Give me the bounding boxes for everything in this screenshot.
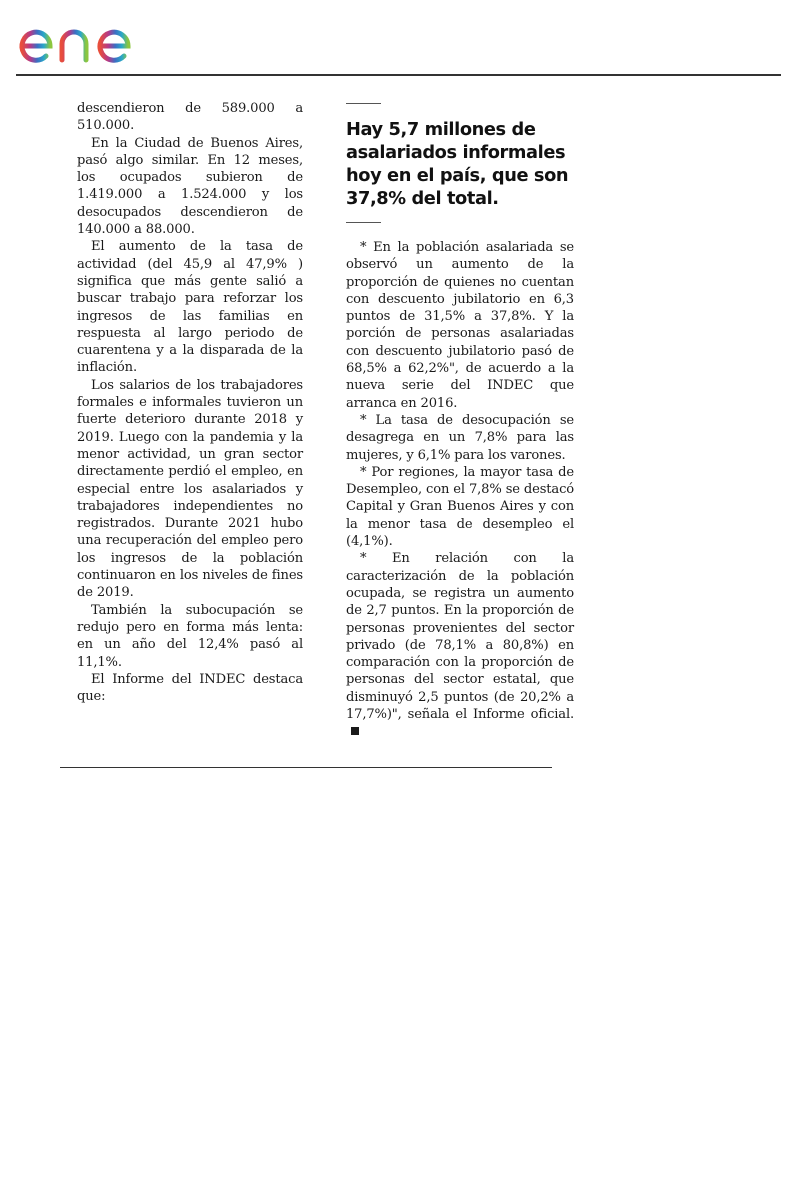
right-column [346,103,574,741]
body-paragraph: descendieron de 589.000 a 510.000. [77,101,303,134]
body-paragraph: En la Ciudad de Buenos Aires, pasó algo similar. En 12 meses, los ocupados subieron de 1.419.000 a 1.524.000 y los desocupados descendieron de 140.000 a 88.000. [77,135,303,238]
headline-top-rule [346,103,381,104]
header-divider [16,74,781,76]
footer-divider [60,767,552,768]
bullet-paragraph: * En la población asalariada se observó un aumento de la proporción de quienes no cuentan con descuento jubilatorio en 6,3 puntos de 31,5% a 37,8%. Y la porción de personas asalariadas con descuento jubilatorio pasó de 68,5% a 62,2%", de acuerdo a la nueva serie del INDEC que arranca en 2016. [346,240,574,411]
pull-quote-headline: Hay 5,7 millones de asalariados informales hoy en el país, que son 37,8% del total. [346,119,569,209]
body-paragraph: También la subocupación se redujo pero en forma más lenta: en un año del 12,4% pasó al 11,1%. [77,602,303,670]
body-paragraph: Los salarios de los trabajadores formales e informales tuvieron un fuerte deterioro durante 2018 y 2019. Luego con la pandemia y la menor actividad, un gran sector directamente perdió el empleo, en especial entre los asalariados y trabajadores independientes no registrados. Durante 2021 hubo una recuperación del empleo pero los ingresos de la población continuaron en los niveles de fines de 2019. [77,377,303,601]
bullet-paragraph [346,550,574,740]
page-header [0,0,800,76]
bullet-paragraph: * Por regiones, la mayor tasa de Desempleo, con el 7,8% se destacó Capital y Gran Buenos Aires y con la menor tasa de desempleo el (4,1%). [346,464,574,550]
bullet-paragraph: * La tasa de desocupación se desagrega en un 7,8% para las mujeres, y 6,1% para los varones. [346,412,574,463]
enel-logo [16,8,172,68]
headline-bottom-rule [346,222,381,223]
body-paragraph: El Informe del INDEC destaca que: [77,671,303,705]
body-paragraph: El aumento de la tasa de actividad (del 45,9 al 47,9% ) significa que más gente salió a buscar trabajo para reforzar los ingresos de las familias en respuesta al largo periodo de cuarentena y a la disparada de la inflación. [77,239,303,376]
bullet-paragraph-text: * En relación con la caracterización de la población ocupada, se registra un aumento de 2,7 puntos. En la proporción de personas provenientes del sector privado (de 78,1% a 80,8%) en comparación con la proporción de personas del sector estatal, que disminuyó 2,5 puntos (de 20,2% a 17,7%)", señala el Informe oficial. [346,551,574,723]
end-of-article-mark [351,727,359,735]
left-column [77,100,303,705]
